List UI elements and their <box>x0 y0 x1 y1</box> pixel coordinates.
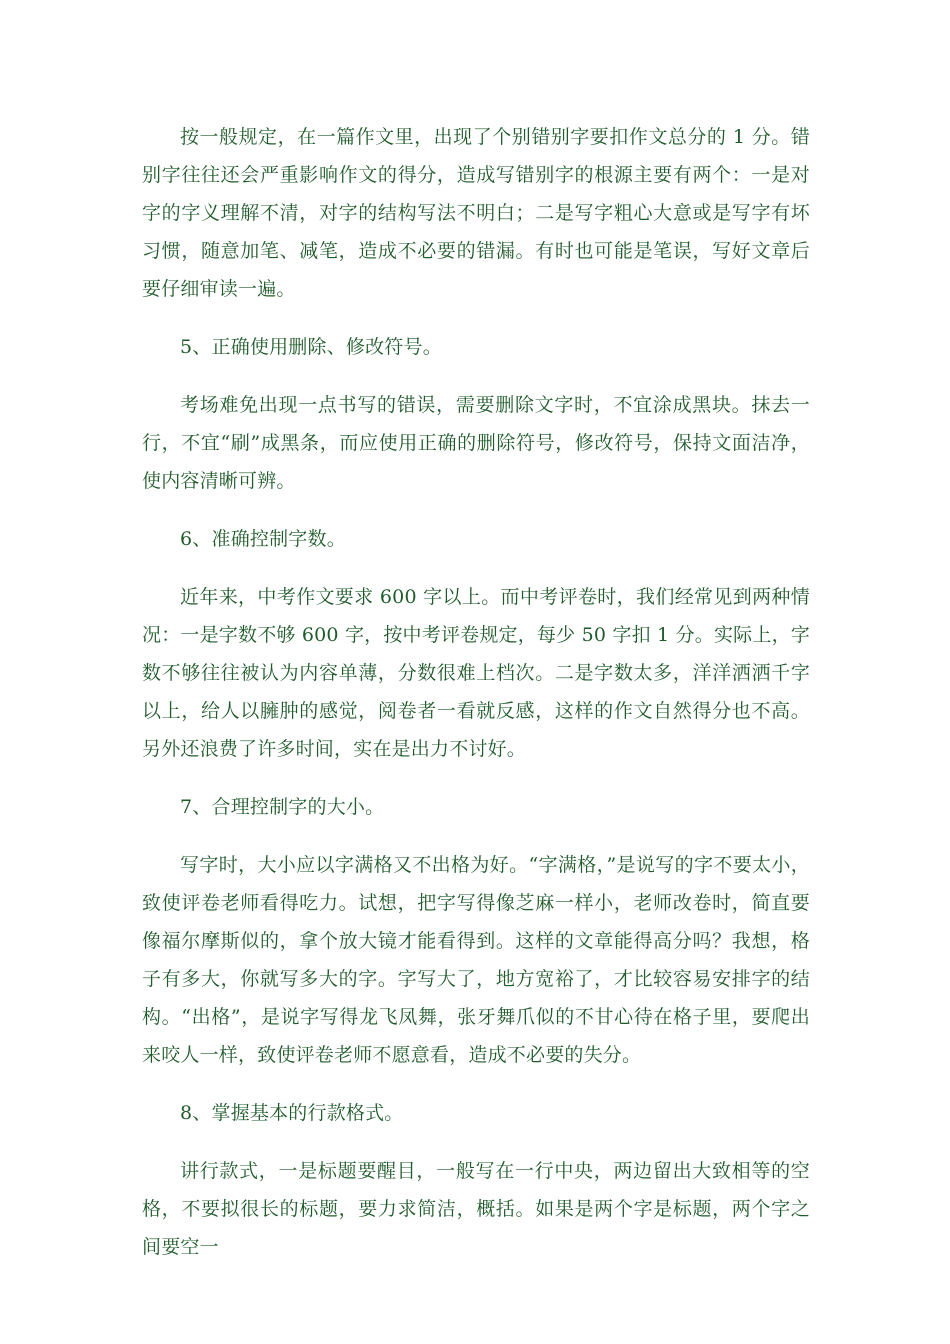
heading-section-8: 8、掌握基本的行款格式。 <box>180 1102 404 1124</box>
paragraph-word-count: 近年来，中考作文要求 600 字以上。而中考评卷时，我们经常见到两种情况：一是字数不够 600 字，按中考评卷规定，每少 50 字扣 1 分。实际上，字数不够往往被认为内容单薄，分数很难上档次。二是字数太多，洋洋洒洒千字以上，给人以臃肿的感觉，阅卷者一看就反感，这样的作文自然得分也不高。另外还浪费了许多时间，实在是出力不讨好。 <box>142 586 810 760</box>
paragraph-deletion-marks: 考场难免出现一点书写的错误，需要删除文字时，不宜涂成黑块。抹去一行，不宜“刷”成黑条，而应使用正确的删除符号，修改符号，保持文面洁净，使内容清晰可辨。 <box>142 394 810 492</box>
heading-section-6: 6、准确控制字数。 <box>180 528 346 550</box>
paragraph-typo-advice: 按一般规定，在一篇作文里，出现了个别错别字要扣作文总分的 1 分。错别字往往还会严重影响作文的得分，造成写错别字的根源主要有两个：一是对字的字义理解不清，对字的结构写法不明白；二是写字粗心大意或是写字有坏习惯，随意加笔、减笔，造成不必要的错漏。有时也可能是笔误，写好文章后要仔细审读一遍。 <box>142 126 810 300</box>
paragraph-layout-format: 讲行款式，一是标题要醒目，一般写在一行中央，两边留出大致相等的空格，不要拟很长的标题，要力求简洁，概括。如果是两个字是标题，两个字之间要空一 <box>142 1160 810 1258</box>
document-page <box>142 118 810 1286</box>
paragraph-character-size: 写字时，大小应以字满格又不出格为好。“字满格，”是说写的字不要太小，致使评卷老师看得吃力。试想，把字写得像芝麻一样小，老师改卷时，简直要像福尔摩斯似的，拿个放大镜才能看得到。这样的文章能得高分吗？我想，格子有多大，你就写多大的字。字写大了，地方宽裕了，才比较容易安排字的结构。“出格”，是说字写得龙飞凤舞，张牙舞爪似的不甘心待在格子里，要爬出来咬人一样，致使评卷老师不愿意看，造成不必要的失分。 <box>142 854 810 1066</box>
heading-section-7: 7、合理控制字的大小。 <box>180 796 385 818</box>
heading-section-5: 5、正确使用删除、修改符号。 <box>180 336 442 358</box>
